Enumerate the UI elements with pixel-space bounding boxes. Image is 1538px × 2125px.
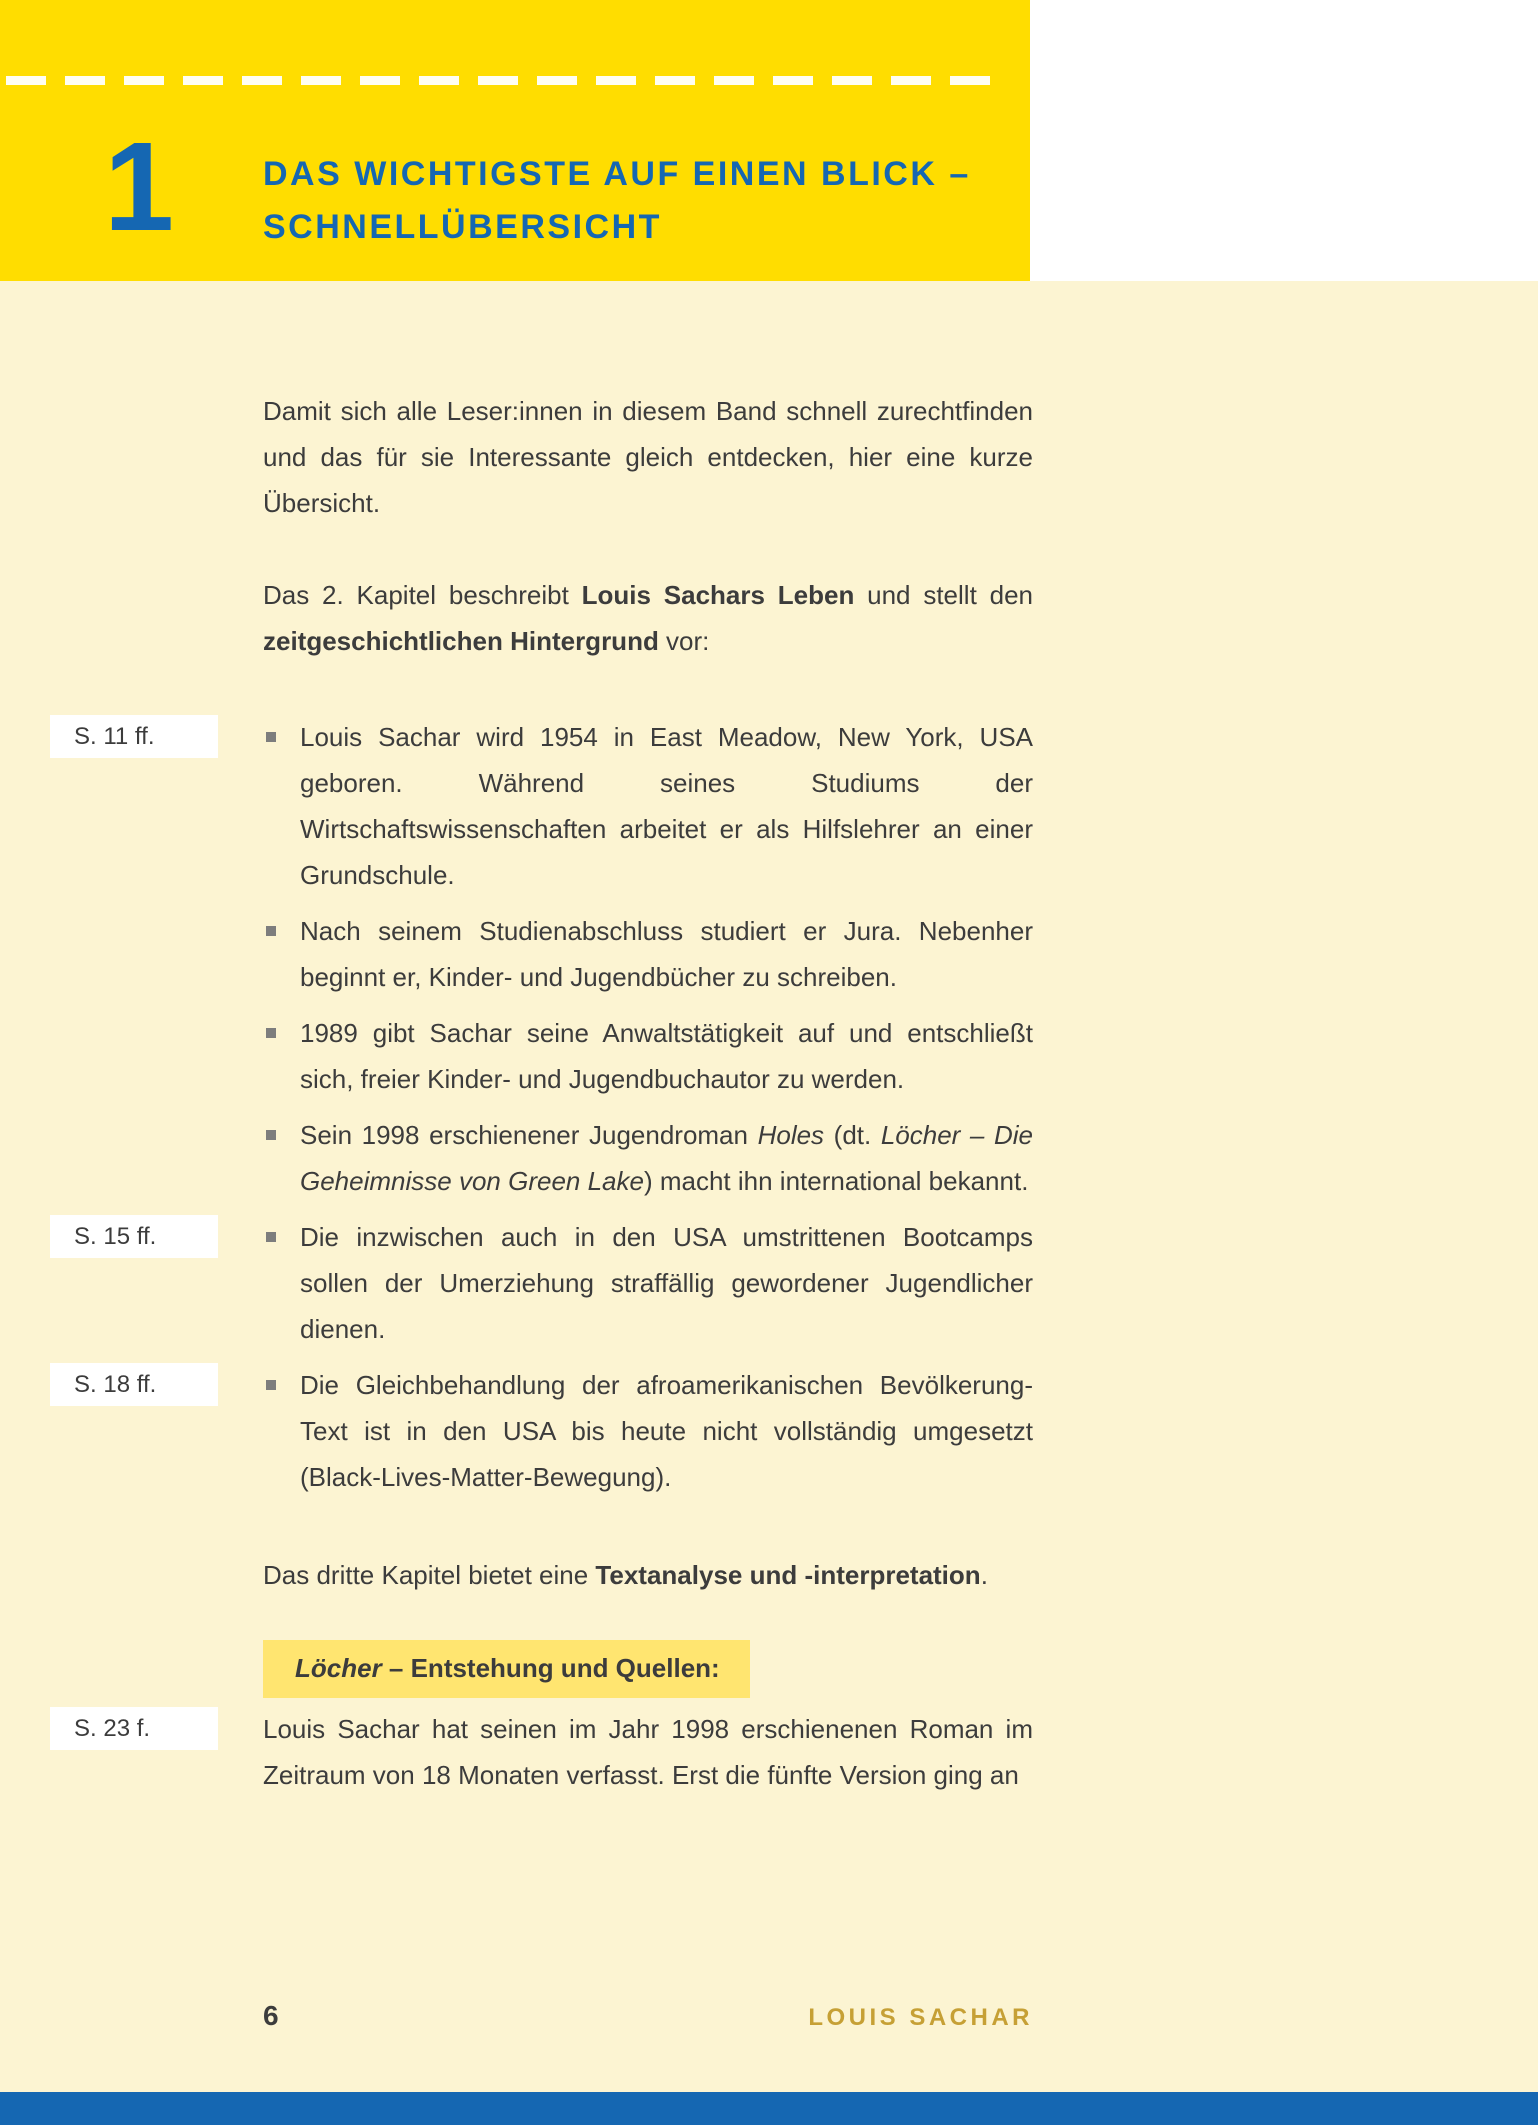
text-run: vor: [658,626,710,656]
text-run: – Entstehung und Quellen: [381,1653,720,1683]
bullet-square-icon [266,1380,276,1390]
bullet-text: 1989 gibt Sachar seine Anwaltstätigkeit auf und entschließt sich, freier Kinder- und Jugendbuchautor zu werden. [300,1018,1033,1094]
chapter-number: 1 [104,116,175,257]
text-run-italic: Holes [757,1120,825,1150]
text-run: und stellt den [854,580,1033,610]
text-run-bold: zeitgeschichtlichen Hintergrund [263,626,659,656]
text-run: Das 2. Kapitel beschreibt [263,580,582,610]
chapter-title-line2: SCHNELLÜBERSICHT [263,208,662,246]
dashed-divider [6,76,998,85]
bullet-text [300,1120,1033,1196]
highlight-heading-box [263,1640,750,1698]
text-run-italic: Löcher [295,1653,382,1683]
bullet-square-icon [266,1232,276,1242]
bottom-blue-bar [0,2092,1538,2125]
margin-page-ref: S. 15 ff. [50,1215,218,1258]
text-run: . [980,1560,988,1590]
text-run: Sein 1998 erschienener Jugendroman [300,1120,758,1150]
page-content [74,388,1033,1798]
running-title: LOUIS SACHAR [808,2004,1033,2031]
highlight-heading-row [263,1640,1033,1698]
text-run-italic: Löcher – Die Geheimnisse von Green Lake [300,1120,1033,1196]
list-item-bootcamps [74,1214,1033,1352]
margin-page-ref: S. 11 ff. [50,715,218,758]
chapter-title-line1: DAS WICHTIGSTE AUF EINEN BLICK – [263,155,971,193]
text-run: Das dritte Kapitel bietet eine [263,1560,596,1590]
list-item-biography [74,714,1033,898]
bullet-text: Die Gleichbehandlung der afroamerikanischen Bevölkerung-Text ist in den USA bis heute nicht vollständig umgesetzt (Black-Lives-Matter-Bewegung). [300,1370,1033,1492]
bullet-square-icon [266,732,276,742]
intro-paragraph: Damit sich alle Leser:innen in diesem Band schnell zurechtfinden und das für sie Interessante gleich entdecken, hier eine kurze Übersicht. [263,396,1033,518]
text-run-bold: Louis Sachars Leben [581,580,855,610]
chapter3-paragraph [263,1552,1033,1598]
bullet-text: Nach seinem Studienabschluss studiert er Jura. Nebenher beginnt er, Kinder- und Jugendbücher zu schreiben. [300,916,1033,992]
origin-paragraph [74,1706,1033,1798]
bullet-square-icon [266,1130,276,1140]
margin-page-ref: S. 23 f. [50,1707,218,1750]
chapter2-paragraph [263,572,1033,664]
chapter-header-band [0,0,1030,281]
bullet-text: Louis Sachar wird 1954 in East Meadow, New York, USA geboren. Während seines Studiums der Wirtschaftswissenschaften arbeitet er als Hilfslehrer an einer Grundschule. [300,722,1033,890]
text-run-bold: Textanalyse und -interpretation [595,1560,981,1590]
page-number: 6 [263,2000,279,2031]
text-run: ) macht ihn international bekannt. [643,1166,1029,1196]
header-white-area [1030,0,1538,281]
text-run: (dt. [824,1120,881,1150]
margin-page-ref: S. 18 ff. [50,1363,218,1406]
bullet-square-icon [266,1028,276,1038]
list-item-studies [263,908,1033,1000]
bullet-square-icon [266,926,276,936]
list-item-equality [74,1362,1033,1500]
list-item-author [263,1010,1033,1102]
chapter-title [263,148,971,254]
overview-bullet-list [74,714,1033,1500]
list-item-holes [263,1112,1033,1204]
paragraph-text: Louis Sachar hat seinen im Jahr 1998 erschienenen Roman im Zeitraum von 18 Monaten verfasst. Erst die fünfte Version ging an [263,1714,1033,1790]
page-footer [263,2000,1033,2032]
bullet-text: Die inzwischen auch in den USA umstrittenen Bootcamps sollen der Umerziehung straffällig gewordener Jugendlicher dienen. [300,1222,1033,1344]
